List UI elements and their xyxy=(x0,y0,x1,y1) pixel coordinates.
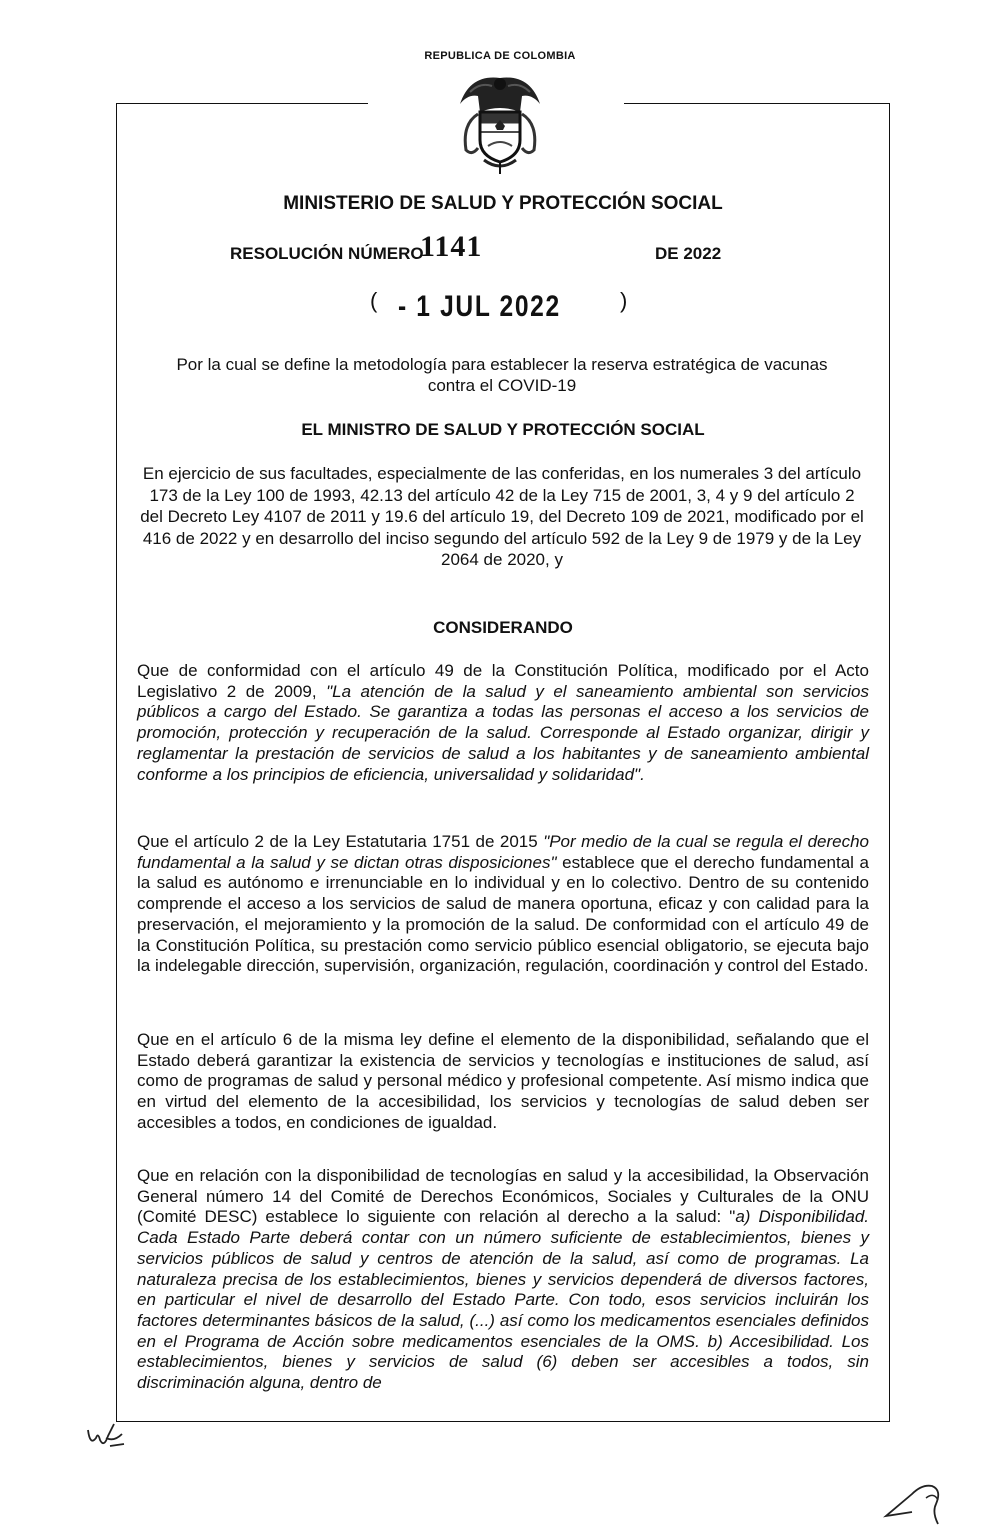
considering-paragraph-2 xyxy=(137,832,869,977)
powers-paragraph: En ejercicio de sus facultades, especialmente de las conferidas, en los numerales 3 del artículo 173 de la Ley 100 de 1993, 42.13 del artículo 42 de la Ley 715 de 2001, 3, 4 y 9 del artículo 2 del Decreto Ley 4107 de 2011 y 19.6 del artículo 19, del Decreto 109 de 2021, modificado por el 416 de 2022 y en desarrollo del inciso segundo del artículo 592 de la Ley 9 de 1979 y de la Ley 2064 de 2020, y xyxy=(140,464,864,569)
resolution-label: RESOLUCIÓN NÚMERO xyxy=(230,244,424,263)
resolution-line xyxy=(230,232,750,272)
paragraph-text: Que el artículo 2 de la Ley Estatutaria 1751 de 2015 xyxy=(137,832,544,851)
date-close-paren: ) xyxy=(620,288,628,313)
initials-signature xyxy=(84,1416,134,1456)
country-name: REPUBLICA DE COLOMBIA xyxy=(424,50,576,62)
resolution-number: 1141 xyxy=(420,230,483,263)
resolution-year: DE 2022 xyxy=(655,244,722,263)
ministry-title: MINISTERIO DE SALUD Y PROTECCIÓN SOCIAL xyxy=(283,193,723,214)
resolution-subject: Por la cual se define la metodología para establecer la reserva estratégica de vacunas contra el COVID-19 xyxy=(176,355,828,395)
date-open-paren: ( xyxy=(370,288,378,313)
paragraph-text: Que de conformidad con el artículo 49 de la Constitución Política, modificado por el Acto Legislativo 2 de 2009, xyxy=(137,661,869,701)
date-stamp: - 1 JUL 2022 xyxy=(398,290,561,323)
considering-paragraph-1 xyxy=(137,661,869,785)
minister-heading: EL MINISTRO DE SALUD Y PROTECCIÓN SOCIAL xyxy=(301,420,705,439)
law-title-quote: "Por medio de la cual se regula el derecho fundamental a la salud y se dictan otras disposiciones" xyxy=(137,832,869,872)
resolution-date xyxy=(370,288,640,338)
paragraph-text: establece que el derecho fundamental a la salud es autónomo e irrenunciable en lo individual y en lo colectivo. Dentro de su contenido comprende el acceso a los servicios de salud de manera oportuna, eficaz y con calidad para la preservación, el mejoramiento y la promoción de la salud. De conformidad con el artículo 49 de la Constitución Política, su prestación como servicio público esencial obligatorio, se ejecuta bajo la indelegable dirección, supervisión, organización, regulación, coordinación y control del Estado. xyxy=(137,852,869,976)
paragraph-text: Que en relación con la disponibilidad de tecnologías en salud y la accesibilidad, la Observación General número 14 del Comité de Derechos Económicos, Sociales y Culturales de la ONU (Comité DESC) establece lo siguiente con relación al derecho a la salud: " xyxy=(137,1166,869,1227)
observation-quote: a) Disponibilidad. Cada Estado Parte deberá contar con un número suficiente de establecimientos, bienes y servicios públicos de salud y centros de atención de la salud, así como de programas. La naturaleza precisa de los establecimientos, bienes y servicios dependerá de diversos factores, en particular el nivel de desarrollo del Estado Parte. Con todo, esos servicios incluirán los factores determinantes básicos de la salud, (...) así como los medicamentos esenciales definidos en el Programa de Acción sobre medicamentos esenciales de la OMS. b) Accesibilidad. Los establecimientos, bienes y servicios de salud (6) deben ser accesibles a todos, sin discriminación alguna, dentro de xyxy=(137,1207,870,1393)
considering-paragraph-4 xyxy=(137,1166,869,1394)
considering-paragraph-3: Que en el artículo 6 de la misma ley define el elemento de la disponibilidad, señalando que el Estado deberá garantizar la existencia de servicios y tecnologías e instituciones de salud, así como de programas de salud y personal médico y profesional competente. Así mismo indica que en virtud del elemento de la accesibilidad, los servicios y tecnologías de salud deben ser accesibles a todos, en condiciones de igualdad. xyxy=(137,1030,869,1132)
colombia-coat-of-arms-icon xyxy=(440,64,560,176)
constitution-quote: "La atención de la salud y el saneamiento ambiental son servicios públicos a cargo del Estado. Se garantiza a todas las personas el acceso a los servicios de promoción, protección y recuperación de la salud. Corresponde al Estado organizar, dirigir y reglamentar la prestación de servicios de salud a los habitantes y de saneamiento ambiental conforme a los principios de eficiencia, universalidad y solidaridad". xyxy=(137,681,869,784)
folio-page-number xyxy=(882,1476,952,1526)
considering-heading: CONSIDERANDO xyxy=(433,618,573,637)
